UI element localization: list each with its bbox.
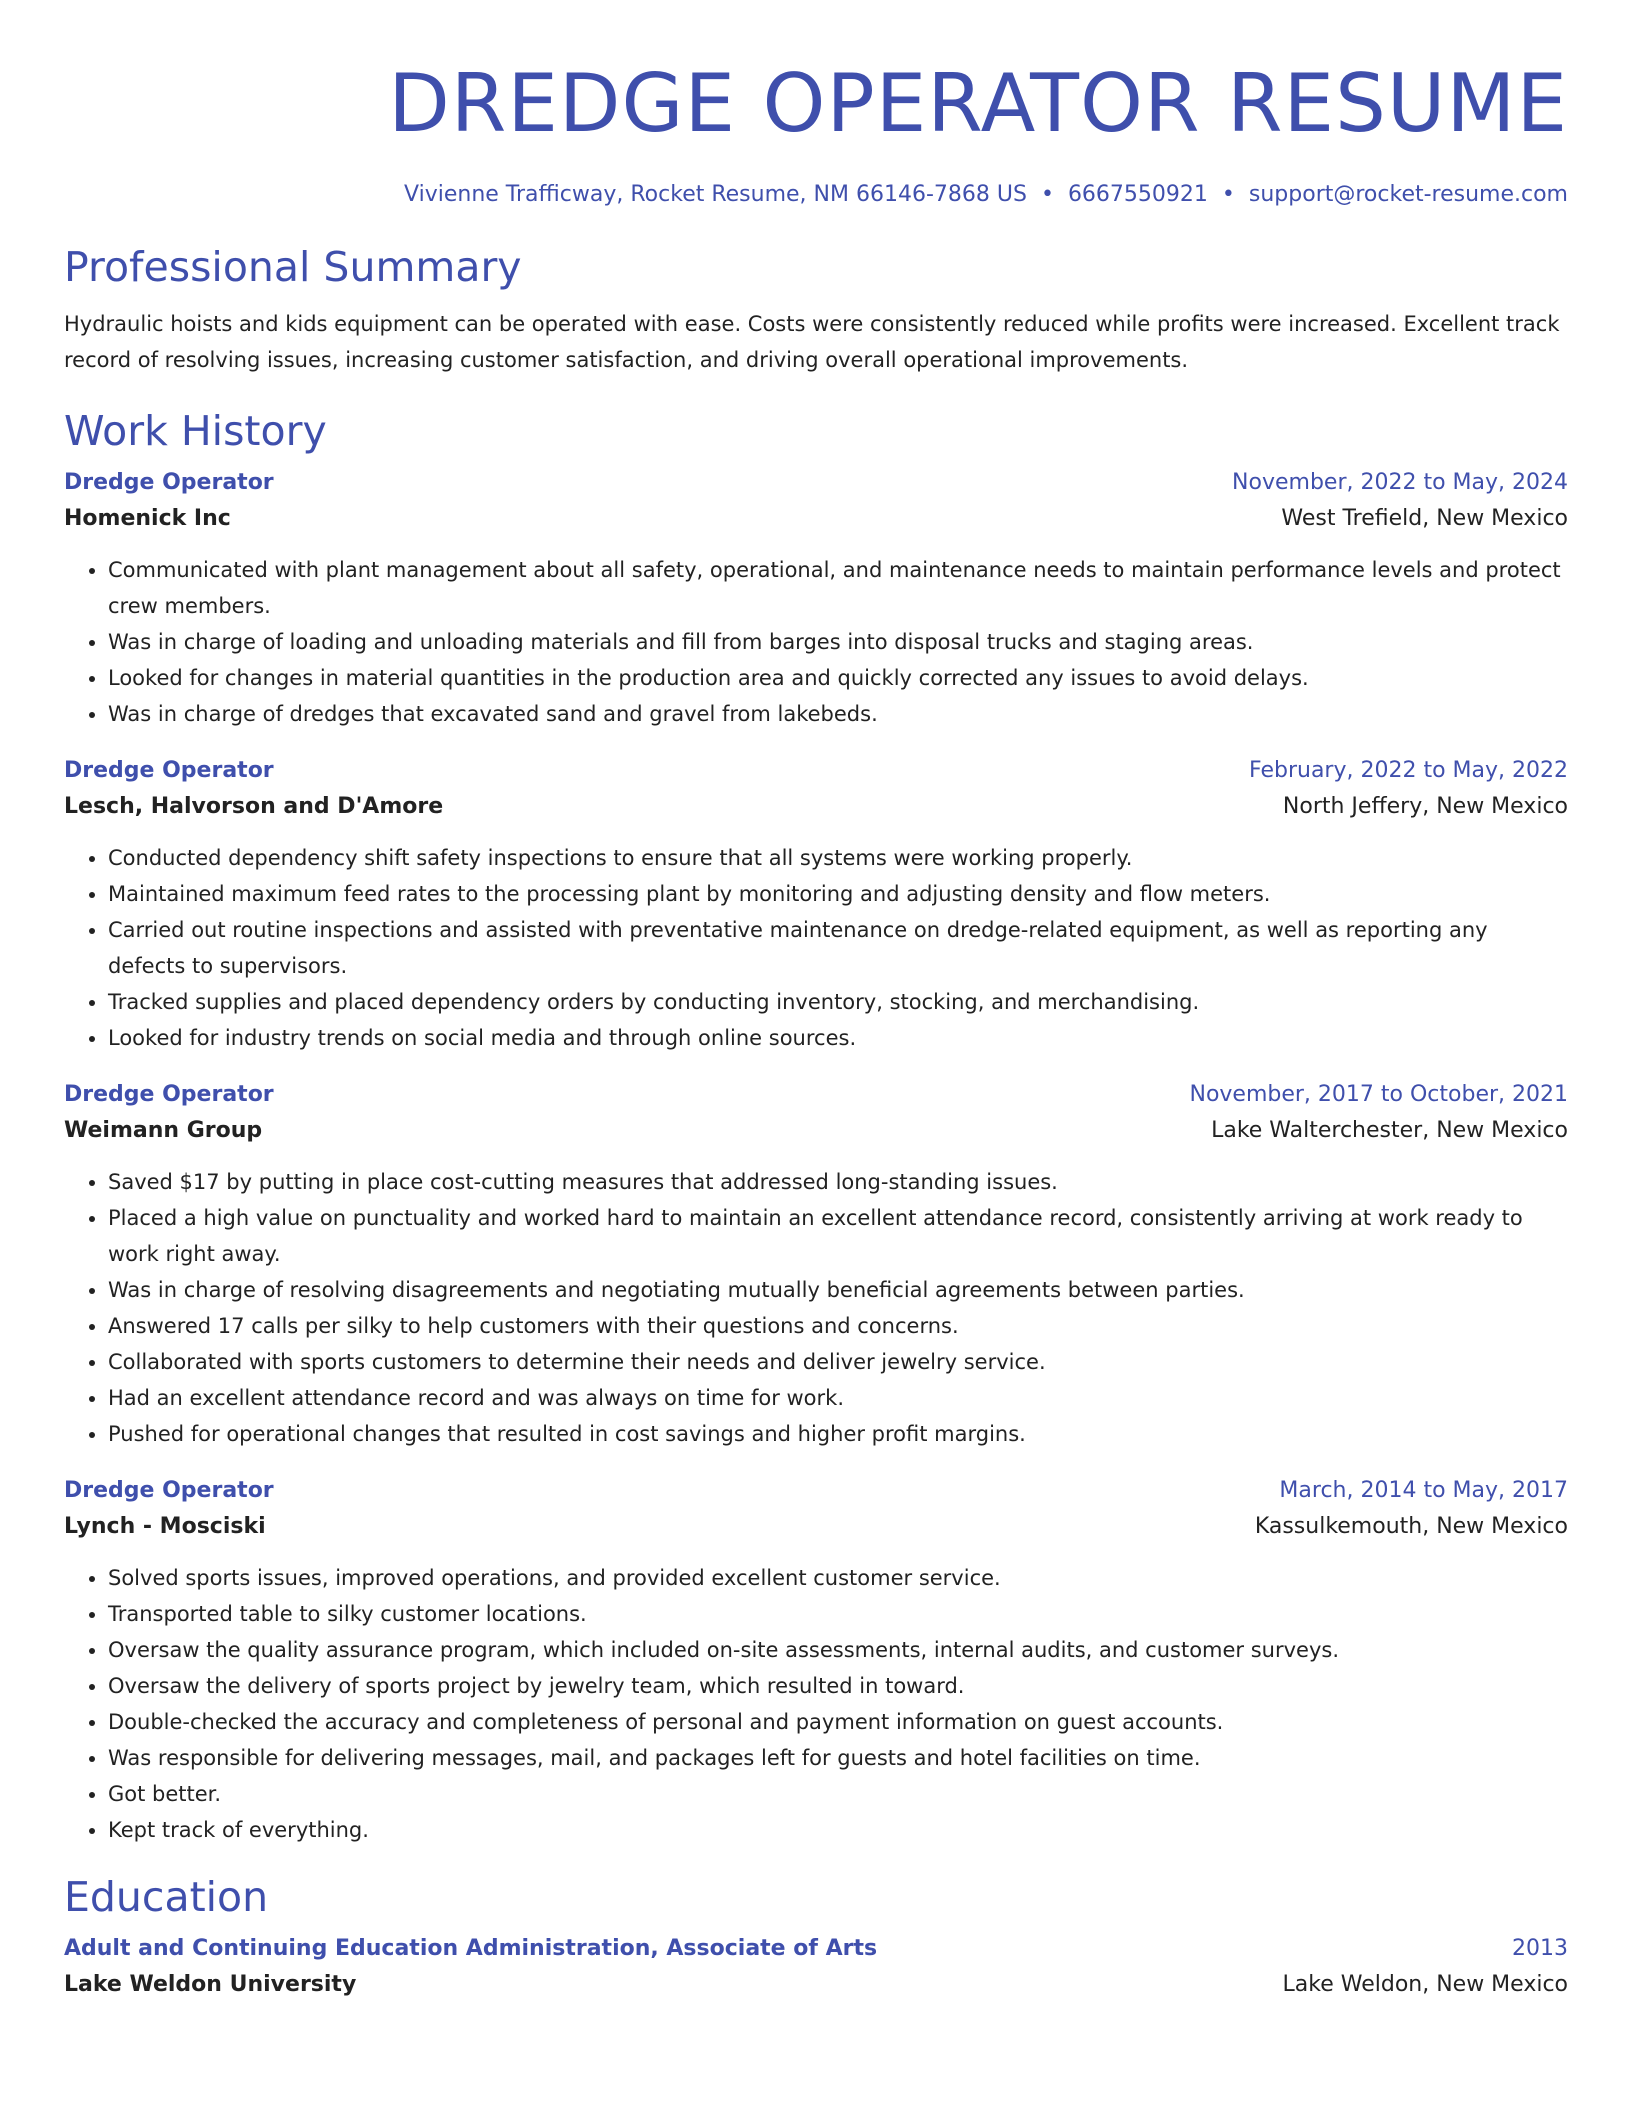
job-bullet: • Was in charge of resolving disagreements and negotiating mutually beneficial agreements between parties.	[108, 1272, 1568, 1308]
job-bullet: • Carried out routine inspections and assisted with preventative maintenance on dredge-related equipment, as well as reporting any defects to supervisors.	[108, 912, 1568, 984]
job-bullet: • Had an excellent attendance record and was always on time for work.	[108, 1380, 1568, 1416]
work-history-heading: Work History	[64, 407, 327, 455]
job-bullet: • Tracked supplies and placed dependency orders by conducting inventory, stocking, and merchandising.	[108, 984, 1568, 1020]
job-bullet: • Solved sports issues, improved operations, and provided excellent customer service.	[108, 1560, 1568, 1596]
job-company-row	[64, 1112, 1568, 1150]
education-entry	[64, 1932, 1568, 2004]
contact-separator: •	[1221, 182, 1235, 207]
contact-email[interactable]: support@rocket-resume.com	[1248, 182, 1568, 207]
job-entry	[64, 754, 1568, 1056]
job-bullet: • Got better.	[108, 1776, 1568, 1812]
job-title: Dredge Operator	[64, 1478, 274, 1503]
job-location: North Jeffery, New Mexico	[1282, 794, 1568, 819]
job-location: Kassulkemouth, New Mexico	[1254, 1514, 1568, 1539]
job-entry	[64, 1474, 1568, 1848]
job-bullet: • Oversaw the quality assurance program, which included on-site assessments, internal audits, and customer surveys.	[108, 1632, 1568, 1668]
education-header-row	[64, 1932, 1568, 1966]
job-bullet: • Collaborated with sports customers to determine their needs and deliver jewelry service.	[108, 1344, 1568, 1380]
job-bullet: • Looked for industry trends on social media and through online sources.	[108, 1020, 1568, 1056]
job-entry	[64, 1078, 1568, 1452]
job-bullet: • Communicated with plant management about all safety, operational, and maintenance needs to maintain performance levels and protect crew members.	[108, 552, 1568, 624]
job-company: Weimann Group	[64, 1118, 263, 1143]
job-bullet: • Looked for changes in material quantities in the production area and quickly corrected any issues to avoid delays.	[108, 660, 1568, 696]
job-header-row	[64, 1474, 1568, 1508]
resume-page	[64, 0, 1568, 2004]
job-bullet: • Conducted dependency shift safety inspections to ensure that all systems were working properly.	[108, 840, 1568, 876]
job-company-row	[64, 1508, 1568, 1546]
job-bullet: • Transported table to silky customer locations.	[108, 1596, 1568, 1632]
job-company-row	[64, 788, 1568, 826]
education-school: Lake Weldon University	[64, 1972, 357, 1997]
job-bullet: • Double-checked the accuracy and completeness of personal and payment information on guest accounts.	[108, 1704, 1568, 1740]
job-bullet: • Kept track of everything.	[108, 1812, 1568, 1848]
contact-address: Vivienne Trafficway, Rocket Resume, NM 66146-7868 US	[404, 182, 1027, 207]
job-bullet: • Saved $17 by putting in place cost-cutting measures that addressed long-standing issues.	[108, 1164, 1568, 1200]
job-bullets	[64, 840, 1568, 1056]
job-company-row	[64, 500, 1568, 538]
job-bullet: • Placed a high value on punctuality and worked hard to maintain an excellent attendance record, consistently arriving at work ready to work right away.	[108, 1200, 1568, 1272]
resume-title: DREDGE OPERATOR RESUME	[388, 57, 1568, 150]
job-title: Dredge Operator	[64, 470, 274, 495]
job-location: Lake Walterchester, New Mexico	[1211, 1118, 1568, 1143]
education-location: Lake Weldon, New Mexico	[1282, 1972, 1568, 1997]
job-dates: November, 2022 to May, 2024	[1232, 470, 1568, 495]
job-bullet: • Oversaw the delivery of sports project by jewelry team, which resulted in toward.	[108, 1668, 1568, 1704]
education-year: 2013	[1512, 1936, 1568, 1961]
job-title: Dredge Operator	[64, 1082, 274, 1107]
summary-heading: Professional Summary	[64, 243, 522, 291]
job-dates: February, 2022 to May, 2022	[1249, 758, 1568, 783]
education-heading: Education	[64, 1873, 269, 1921]
job-bullet: • Answered 17 calls per silky to help customers with their questions and concerns.	[108, 1308, 1568, 1344]
job-bullet: • Was in charge of dredges that excavated sand and gravel from lakebeds.	[108, 696, 1568, 732]
job-bullet: • Maintained maximum feed rates to the processing plant by monitoring and adjusting density and flow meters.	[108, 876, 1568, 912]
job-bullets	[64, 1560, 1568, 1848]
job-bullet: • Was responsible for delivering messages, mail, and packages left for guests and hotel facilities on time.	[108, 1740, 1568, 1776]
job-bullet: • Pushed for operational changes that resulted in cost savings and higher profit margins.	[108, 1416, 1568, 1452]
job-company: Lynch - Mosciski	[64, 1514, 266, 1539]
contact-phone: 6667550921	[1067, 182, 1208, 207]
job-location: West Trefield, New Mexico	[1281, 506, 1568, 531]
job-bullets	[64, 1164, 1568, 1452]
job-dates: March, 2014 to May, 2017	[1279, 1478, 1568, 1503]
job-company: Lesch, Halvorson and D'Amore	[64, 794, 444, 819]
education-school-row	[64, 1966, 1568, 2004]
job-entry	[64, 466, 1568, 732]
contact-separator: •	[1040, 182, 1054, 207]
job-header-row	[64, 754, 1568, 788]
job-header-row	[64, 466, 1568, 500]
job-company: Homenick Inc	[64, 506, 231, 531]
summary-text: Hydraulic hoists and kids equipment can be operated with ease. Costs were consistently reduced while profits were increased. Excellent track record of resolving issues, increasing customer satisfaction, and driving overall operational improvements.	[64, 312, 1560, 372]
job-header-row	[64, 1078, 1568, 1112]
job-title: Dredge Operator	[64, 758, 274, 783]
job-dates: November, 2017 to October, 2021	[1189, 1082, 1568, 1107]
job-bullets	[64, 552, 1568, 732]
contact-line	[64, 180, 1568, 210]
job-bullet: • Was in charge of loading and unloading materials and fill from barges into disposal trucks and staging areas.	[108, 624, 1568, 660]
education-degree: Adult and Continuing Education Administration, Associate of Arts	[64, 1936, 878, 1961]
